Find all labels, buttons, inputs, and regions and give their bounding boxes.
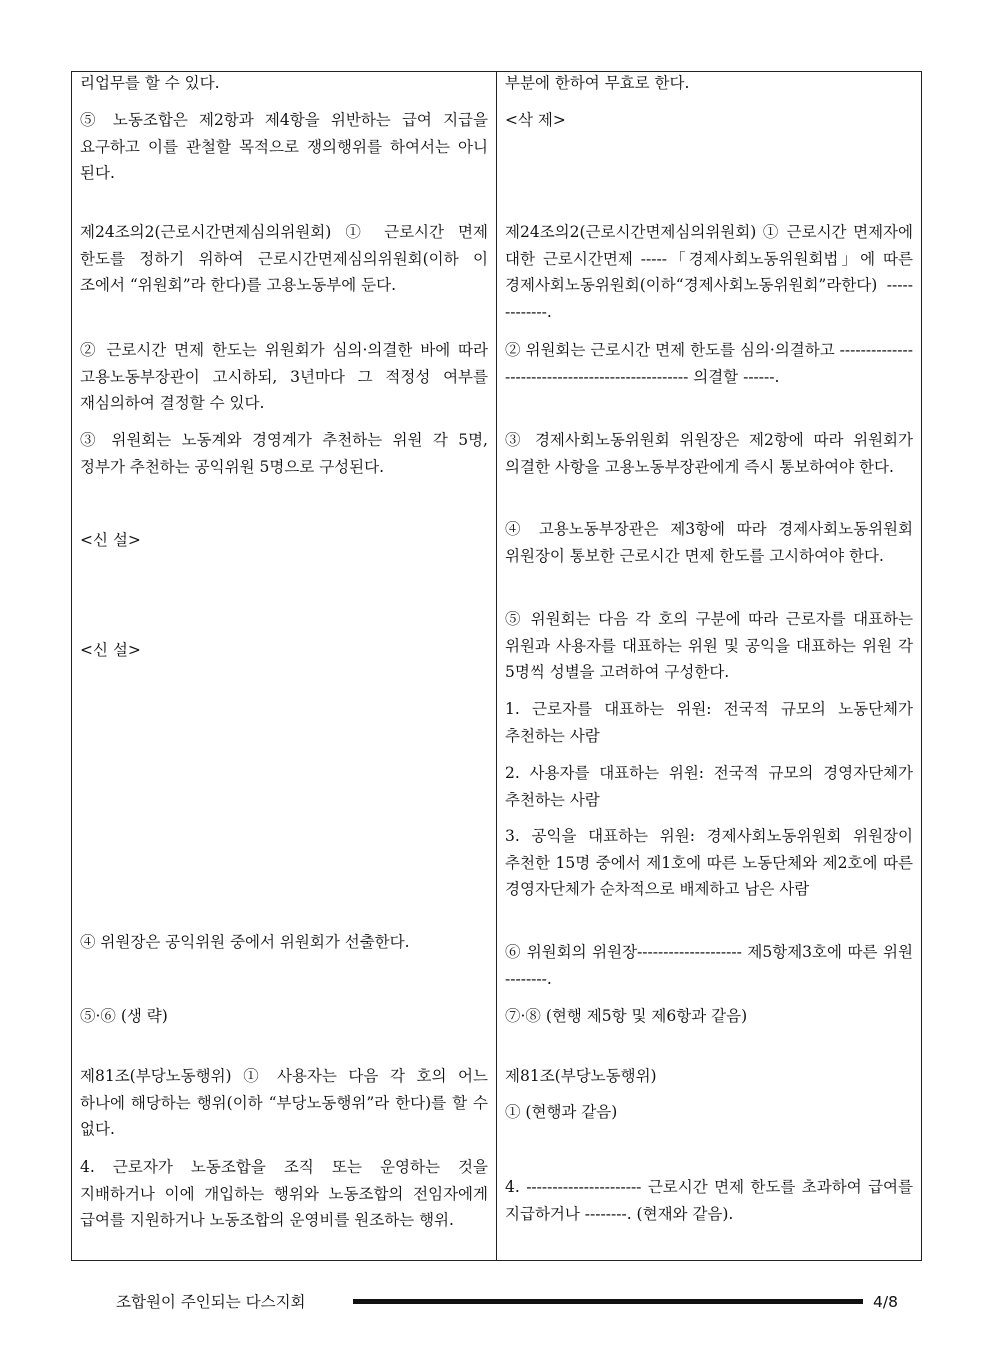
left-paragraph-7: ④ 위원장은 공익위원 중에서 위원회가 선출한다.	[80, 933, 410, 951]
left-paragraph-2: 제24조의2(근로시간면제심의위원회) ① 근로시간 면제 한도를 정하기 위하여 근로시간면제심의위원회(이하 이 조에서 “위원회”라 한다)를 고용노동부에 둔다.	[80, 223, 488, 294]
right-paragraph-6: ⑤ 위원회는 다음 각 호의 구분에 따라 근로자를 대표하는 위원과 사용자를 대표하는 위원 및 공익을 대표하는 위원 각 5명씩 성별을 고려하여 구성한다.	[505, 610, 913, 681]
right-paragraph-11: ⑦·⑧ (현행 제5항 및 제6항과 같음)	[505, 1007, 748, 1025]
footer-title: 조합원이 주인되는 다스지회	[116, 1293, 306, 1311]
left-paragraph-10: 4. 근로자가 노동조합을 조직 또는 운영하는 것을 지배하거나 이에 개입하는 행위와 노동조합의 전임자에게 급여를 지원하거나 노동조합의 운영비를 원조하는 행위.	[80, 1158, 488, 1229]
left-paragraph-9: 제81조(부당노동행위) ① 사용자는 다음 각 호의 어느 하나에 해당하는 행위(이하 “부당노동행위”라 한다)를 할 수 없다.	[80, 1067, 488, 1138]
left-paragraph-0: 리업무를 할 수 있다.	[80, 74, 220, 92]
right-paragraph-14: 4. ---------------------- 근로시간 면제 한도를 초과하여 급여를 지급하거나 --------. (현재와 같음).	[505, 1178, 913, 1223]
left-paragraph-4: ③ 위원회는 노동계와 경영계가 추천하는 위원 각 5명, 정부가 추천하는 공익위원 5명으로 구성된다.	[80, 431, 488, 476]
left-paragraph-1: ⑤ 노동조합은 제2항과 제4항을 위반하는 급여 지급을 요구하고 이를 관철할 목적으로 쟁의행위를 하여서는 아니 된다.	[80, 111, 488, 182]
right-paragraph-5: ④ 고용노동부장관은 제3항에 따라 경제사회노동위원회 위원장이 통보한 근로시간 면제 한도를 고시하여야 한다.	[505, 520, 913, 565]
footer-rule	[353, 1299, 863, 1304]
left-paragraph-3: ② 근로시간 면제 한도는 위원회가 심의·의결한 바에 따라 고용노동부장관이 고시하되, 3년마다 그 적정성 여부를 재심의하여 결정할 수 있다.	[80, 341, 488, 412]
right-paragraph-9: 3. 공익을 대표하는 위원: 경제사회노동위원회 위원장이 추천한 15명 중에서 제1호에 따른 노동단체와 제2호에 따른 경영자단체가 순차적으로 배제하고 남은 사람	[505, 827, 913, 898]
right-paragraph-0: 부분에 한하여 무효로 한다.	[505, 74, 690, 92]
left-paragraph-8: ⑤·⑥ (생 략)	[80, 1007, 168, 1025]
right-paragraph-8: 2. 사용자를 대표하는 위원: 전국적 규모의 경영자단체가 추천하는 사람	[505, 764, 913, 809]
right-paragraph-4: ③ 경제사회노동위원회 위원장은 제2항에 따라 위원회가 의결한 사항을 고용노동부장관에게 즉시 통보하여야 한다.	[505, 431, 913, 476]
right-paragraph-13: ① (현행과 같음)	[505, 1103, 618, 1121]
right-paragraph-3: ② 위원회는 근로시간 면제 한도를 심의·의결하고 ------------------------------------------------- 의결할 ------.	[505, 341, 913, 386]
right-paragraph-12: 제81조(부당노동행위)	[505, 1067, 657, 1085]
right-paragraph-1: <삭 제>	[505, 111, 566, 129]
left-paragraph-6: <신 설>	[80, 641, 141, 659]
right-paragraph-2: 제24조의2(근로시간면제심의위원회) ① 근로시간 면제자에 대한 근로시간면제 -----「경제사회노동위원회법」에 따른 경제사회노동위원회(이하“경제사회노동위원회”라한다) -------------.	[505, 223, 913, 321]
column-divider	[496, 71, 497, 1261]
right-paragraph-10: ⑥ 위원회의 위원장-------------------- 제5항제3호에 따른 위원 --------.	[505, 943, 913, 988]
page-number: 4/8	[873, 1293, 898, 1311]
left-paragraph-5: <신 설>	[80, 531, 141, 549]
right-paragraph-7: 1. 근로자를 대표하는 위원: 전국적 규모의 노동단체가 추천하는 사람	[505, 700, 913, 745]
